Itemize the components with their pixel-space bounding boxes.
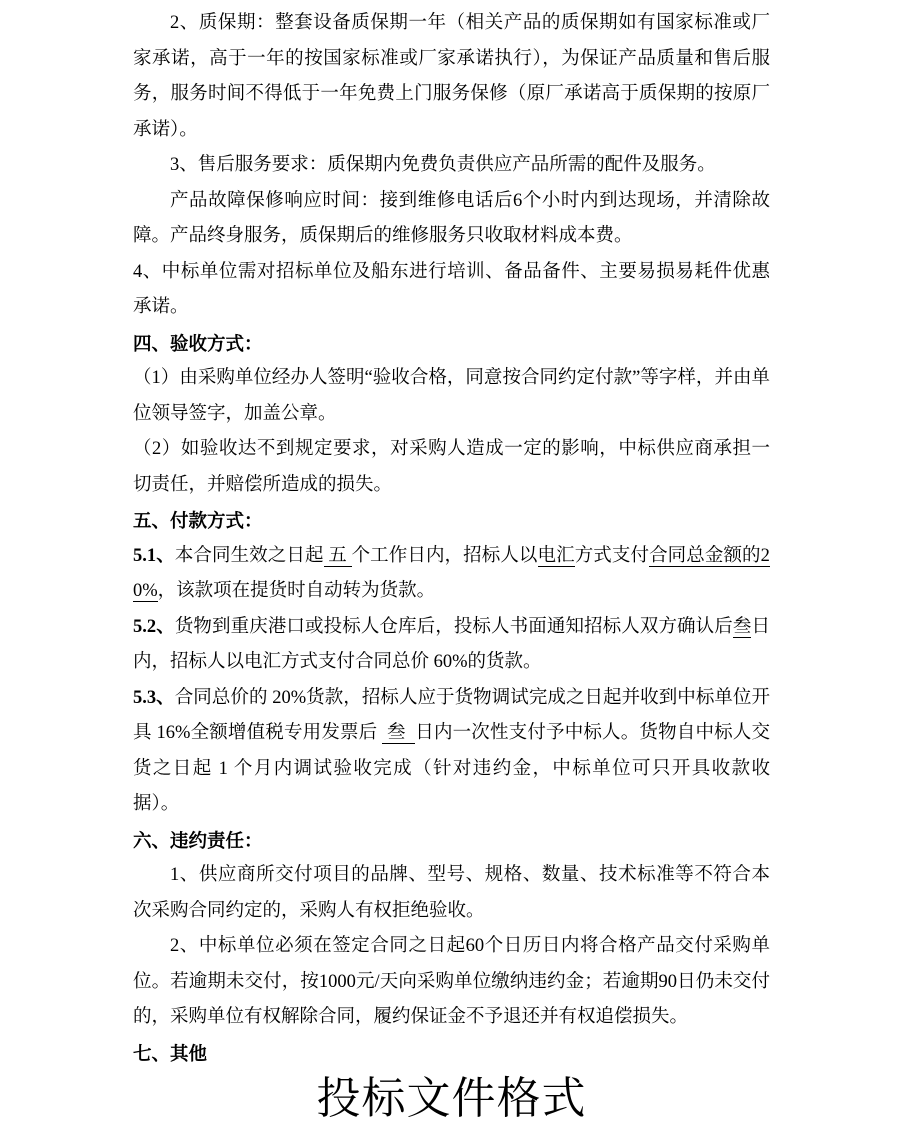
section-heading bbox=[133, 1036, 770, 1072]
paragraph bbox=[133, 184, 770, 255]
text-run: 投标文件格式 bbox=[316, 1074, 587, 1123]
text-run: 叁 bbox=[382, 723, 416, 743]
paragraph bbox=[133, 858, 770, 929]
paragraph bbox=[133, 929, 770, 1036]
text-run: 本合同生效之日起 bbox=[174, 545, 324, 566]
paragraph bbox=[133, 610, 770, 681]
text-run: 日内一次性支付予中标人。货物自中标人交货之日起 1 个月内调试验收完成（针对违约金，中标单位可只开具收款收据）。 bbox=[133, 723, 770, 814]
paragraph bbox=[133, 361, 770, 432]
text-run: 叁 bbox=[732, 616, 752, 637]
text-run: 1、供应商所交付项目的品牌、型号、规格、数量、技术标准等不符合本次采购合同约定的，采购人有权拒绝验收。 bbox=[133, 865, 770, 921]
text-run: 产品故障保修响应时间：接到维修电话后6个小时内到达现场，并清除故障。产品终身服务，质保期后的维修服务只收取材料成本费。 bbox=[133, 190, 770, 246]
text-run: 电汇 bbox=[537, 545, 575, 566]
text-run: ，该款项在提货时自动转为货款。 bbox=[157, 581, 436, 601]
text-run: 方式支付 bbox=[574, 545, 650, 566]
paragraph bbox=[133, 148, 770, 184]
text-run: 2、质保期：整套设备质保期一年（相关产品的质保期如有国家标准或厂家承诺，高于一年的按国家标准或厂家承诺执行），为保证产品质量和售后服务，服务时间不得低于一年免费上门服务保修（原厂承诺高于质保期的按原厂承诺）。 bbox=[133, 13, 770, 140]
paragraph bbox=[133, 255, 770, 326]
paragraph bbox=[133, 539, 770, 610]
paragraph bbox=[133, 681, 770, 823]
text-run: （2）如验收达不到规定要求，对采购人造成一定的影响，中标供应商承担一切责任，并赔偿所造成的损失。 bbox=[133, 439, 770, 495]
section-heading bbox=[133, 326, 770, 362]
text-run: 2、中标单位必须在签定合同之日起60个日历日内将合格产品交付采购单位。若逾期未交付，按1000元/天向采购单位缴纳违约金；若逾期90日仍未交付的，采购单位有权解除合同，履约保证金不予退还并有权追偿损失。 bbox=[133, 936, 770, 1027]
text-run: 五 bbox=[323, 545, 352, 566]
text-run: 5.1、 bbox=[133, 545, 175, 566]
text-run: 合同总金额的20% bbox=[133, 545, 770, 601]
text-run: 4、中标单位需对招标单位及船东进行培训、备品备件、主要易损易耗件优惠承诺。 bbox=[133, 261, 770, 317]
text-run: 个工作日内，招标人以 bbox=[351, 545, 538, 566]
text-run: 五、付款方式： bbox=[133, 510, 263, 531]
text-run: （1）由采购单位经办人签明“验收合格，同意按合同约定付款”等字样，并由单位领导签字，加盖公章。 bbox=[133, 368, 770, 424]
text-run: 七、其他 bbox=[133, 1042, 208, 1064]
text-run: 合同总价的 20%货款，招标人应于货物调试完成之日起并收到中标单位开具 16%全额增值税专用发票后 bbox=[133, 687, 770, 743]
text-run: 六、违约责任： bbox=[133, 829, 263, 851]
paragraph bbox=[133, 6, 770, 148]
section-heading bbox=[133, 823, 770, 859]
text-run: 日内，招标人以电汇方式支付合同总价 60%的货款。 bbox=[133, 616, 770, 672]
section-heading bbox=[133, 503, 770, 539]
text-run: 5.3、 bbox=[133, 687, 175, 708]
text-run: 3、售后服务要求：质保期内免费负责供应产品所需的配件及服务。 bbox=[170, 155, 716, 175]
text-run: 四、验收方式： bbox=[133, 332, 263, 354]
text-run: 5.2、 bbox=[133, 616, 175, 637]
paragraph bbox=[133, 432, 770, 503]
document-title bbox=[133, 1075, 770, 1123]
text-run: 货物到重庆港口或投标人仓库后，投标人书面通知招标人双方确认后 bbox=[174, 616, 733, 637]
